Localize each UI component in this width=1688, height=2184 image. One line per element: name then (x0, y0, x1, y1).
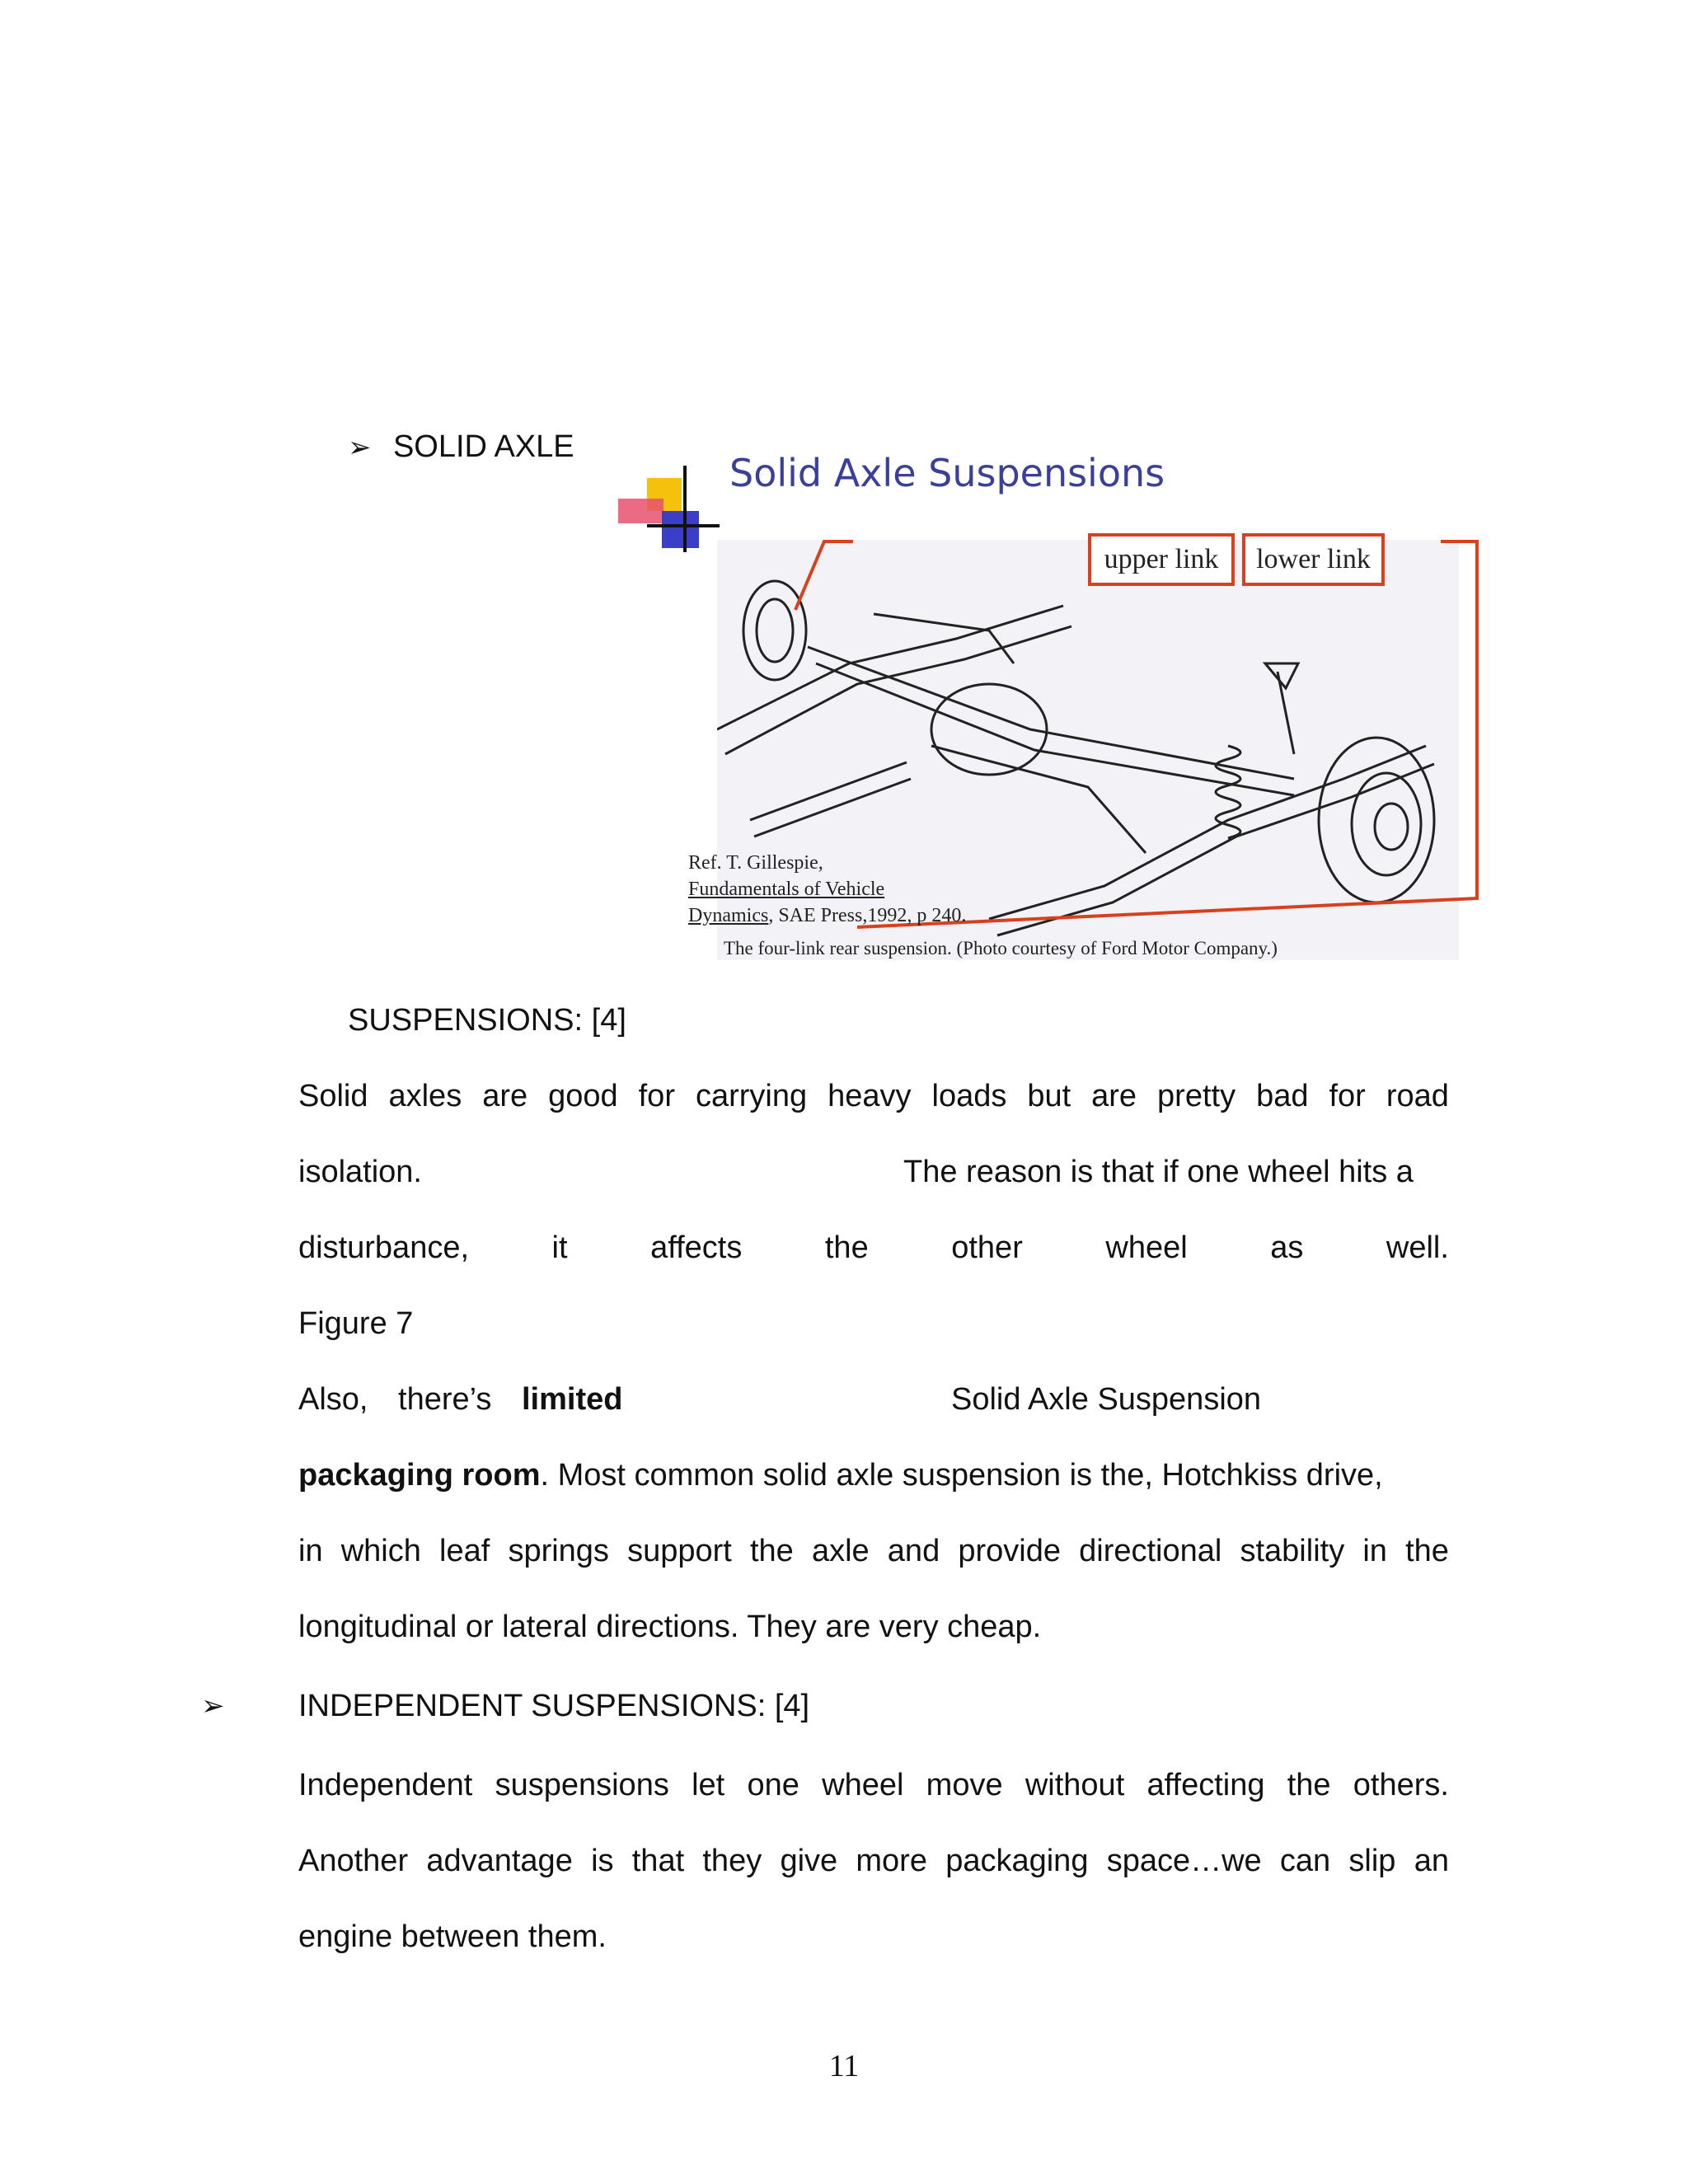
para1-line3 (298, 1228, 1449, 1268)
para1-line1-word: bad (1256, 1079, 1309, 1113)
para1-line7-word: leaf (439, 1534, 490, 1568)
para2-line1-word: move (926, 1768, 1003, 1802)
para2-line2-word: space…we (1106, 1844, 1262, 1878)
figure-title: Solid Axle Suspensions (729, 451, 1165, 495)
para2-line2-word: they (702, 1844, 762, 1878)
para1-line1-word: for (638, 1079, 675, 1113)
para1-line8: longitudinal or lateral directions. They are very cheap. (298, 1610, 1042, 1644)
para1-line7-word: the (1405, 1534, 1449, 1568)
para2-line2-word: can (1279, 1844, 1331, 1878)
para1-line7-word: axle (811, 1534, 870, 1568)
para2-line1-word: affecting (1146, 1768, 1265, 1802)
reference-line-1: Ref. T. Gillespie, (688, 852, 823, 874)
para1-line1-word: for (1329, 1079, 1366, 1113)
para1-line5-b: there’s (398, 1382, 492, 1417)
para1-line1-word: good (548, 1079, 618, 1113)
para1-line6-rest: . Most common solid axle suspension is the, Hotchkiss drive, (540, 1458, 1383, 1493)
reference-book-title: Dynamics (688, 905, 769, 926)
heading-solid-axle-label: SOLID AXLE (392, 429, 574, 464)
callout-lower-link: lower link (1242, 533, 1385, 586)
para1-line1-word: carrying (695, 1079, 808, 1113)
para1-line1-word: are (482, 1079, 528, 1113)
para1-line5-a: Also, (298, 1382, 368, 1417)
para2-line1-word: one (747, 1768, 799, 1802)
para2-line2-word: packaging (945, 1844, 1089, 1878)
para1-line2-left: isolation. (298, 1155, 422, 1189)
para1-line3-word: it (551, 1230, 568, 1265)
para1-line3-word: affects (650, 1230, 743, 1265)
para2-line1-word: suspensions (495, 1768, 669, 1802)
para1-line5 (298, 1380, 622, 1419)
para1-line7-word: which (340, 1534, 421, 1568)
para2-line1-word: let (692, 1768, 725, 1802)
para1-line7-word: and (887, 1534, 940, 1568)
para2-line2-word: slip (1348, 1844, 1396, 1878)
para1-line7-word: support (627, 1534, 732, 1568)
para2-line2-word: is (591, 1844, 614, 1878)
para1-line1-word: axles (388, 1079, 462, 1113)
upper-link-leader (795, 541, 853, 610)
para1-line7-word: springs (508, 1534, 609, 1568)
para1-line1-word: are (1091, 1079, 1137, 1113)
reference-line-3 (688, 902, 966, 929)
para2-line1-word: the (1287, 1768, 1331, 1802)
para1-line7-word: stability (1240, 1534, 1345, 1568)
reference-publisher: , SAE Press,1992, p 240. (768, 905, 967, 926)
para2-line2-word: that (631, 1844, 685, 1878)
para2-line2 (298, 1841, 1449, 1881)
para1-line1-word: road (1386, 1079, 1449, 1113)
para1-line6-bold: packaging room (298, 1458, 541, 1493)
para1-line3-word: other (951, 1230, 1023, 1265)
page-number: 11 (828, 2049, 860, 2083)
para1-line7 (298, 1531, 1449, 1571)
para1-line7-word: provide (958, 1534, 1061, 1568)
para2-line2-word: more (856, 1844, 927, 1878)
para1-line3-word: as (1270, 1230, 1304, 1265)
heading-independent: INDEPENDENT SUSPENSIONS: [4] (298, 1689, 810, 1723)
para2-line2-word: Another (298, 1844, 409, 1878)
figure-solid-axle (614, 441, 1488, 968)
bullet-arrow-icon-2: ➢ (201, 1690, 225, 1722)
para2-line1-word: without (1025, 1768, 1125, 1802)
reference-line-2: Fundamentals of Vehicle (688, 879, 885, 900)
para1-line7-word: the (749, 1534, 794, 1568)
para2-line2-word: an (1414, 1844, 1449, 1878)
para1-line2-right: The reason is that if one wheel hits a (903, 1155, 1414, 1189)
para2-line2-word: give (780, 1844, 838, 1878)
para1-line3-word: the (824, 1230, 869, 1265)
lower-link-leader (857, 541, 1477, 927)
para1-line7-word: directional (1079, 1534, 1222, 1568)
para1-line6 (298, 1455, 1383, 1495)
para2-line1-word: wheel (822, 1768, 904, 1802)
heading-solid-axle-continued: SUSPENSIONS: [4] (348, 1003, 626, 1038)
para2-line3: engine between them. (298, 1919, 607, 1954)
heading-solid-axle (348, 427, 574, 467)
para2-line1 (298, 1765, 1449, 1805)
para1-line5-bold: limited (521, 1382, 623, 1417)
callout-upper-link: upper link (1088, 533, 1235, 586)
para1-line3-word: well. (1386, 1230, 1449, 1265)
para1-line7-word: in (298, 1534, 323, 1568)
figure-label: Figure 7 (298, 1306, 414, 1341)
para1-line3-word: wheel (1105, 1230, 1188, 1265)
para1-line1-word: but (1027, 1079, 1071, 1113)
para1-line1-word: pretty (1157, 1079, 1236, 1113)
para1-line1 (298, 1076, 1449, 1116)
para2-line2-word: advantage (426, 1844, 573, 1878)
para2-line1-word: others. (1353, 1768, 1449, 1802)
figure-name: Solid Axle Suspension (951, 1382, 1262, 1417)
bullet-arrow-icon: ➢ (348, 432, 372, 463)
figure-caption: The four-link rear suspension. (Photo courtesy of Ford Motor Company.) (724, 938, 1278, 958)
para1-line7-word: in (1362, 1534, 1387, 1568)
para1-line1-word: Solid (298, 1079, 368, 1113)
para1-line1-word: heavy (828, 1079, 912, 1113)
para1-line1-word: loads (931, 1079, 1007, 1113)
para1-line3-word: disturbance, (298, 1230, 470, 1265)
para2-line1-word: Independent (298, 1768, 473, 1802)
